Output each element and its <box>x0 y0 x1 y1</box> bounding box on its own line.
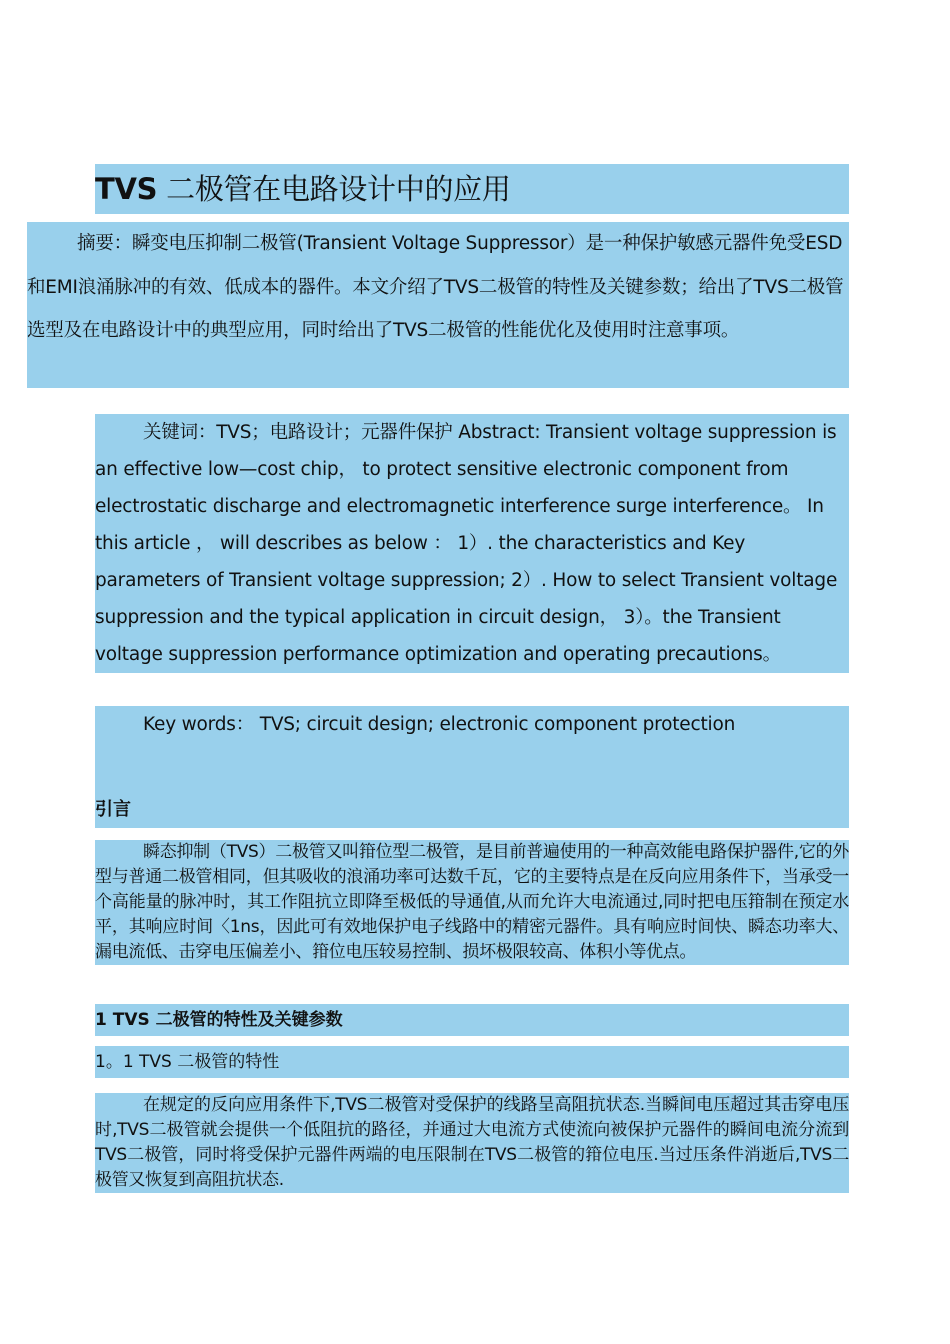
heading-section-1: 1 TVS 二极管的特性及关键参数 <box>95 1004 849 1036</box>
keywords-english: Key words： TVS; circuit design; electronic component protection <box>95 706 849 744</box>
heading-section-1-1: 1。1 TVS 二极管的特性 <box>95 1046 849 1078</box>
heading-introduction: 引言 <box>95 792 849 828</box>
title-latin: TVS <box>95 172 158 206</box>
highlight-spacer <box>95 744 849 792</box>
title-chinese: 二极管在电路设计中的应用 <box>166 172 511 206</box>
abstract-chinese: 摘要：瞬变电压抑制二极管(Transient Voltage Suppressor）是一种保护敏感元器件免受ESD和EMI浪涌脉冲的有效、低成本的器件。本文介绍了TVS二极管的特性及关键参数；给出了TVS二极管选型及在电路设计中的典型应用，同时给出了TVS二极管的性能优化及使用时注意事项。 <box>27 222 849 388</box>
abstract-english: 关键词：TVS；电路设计；元器件保护 Abstract: Transient voltage suppression is an effective low—cost chip， to protect sensitive electronic component from electrostatic discharge and electromagnetic interference surge interference。 In this article ， will describes as below ： 1）. the characteristics and Key parameters of Transient voltage suppression; 2）. How to select Transient voltage suppression and the typical application in circuit design， 3）。the Transient voltage suppression performance optimization and operating precautions。 <box>95 414 849 673</box>
document-title <box>95 164 849 214</box>
introduction-paragraph: 瞬态抑制（TVS）二极管又叫箝位型二极管，是目前普遍使用的一种高效能电路保护器件,它的外型与普通二极管相同，但其吸收的浪涌功率可达数千瓦，它的主要特点是在反向应用条件下，当承受一个高能量的脉冲时，其工作阻抗立即降至极低的导通值,从而允许大电流通过,同时把电压箝制在预定水平，其响应时间〈1ns，因此可有效地保护电子线路中的精密元器件。具有响应时间快、瞬态功率大、漏电流低、击穿电压偏差小、箝位电压较易控制、损坏极限较高、体积小等优点。 <box>95 840 849 965</box>
section-1-1-paragraph: 在规定的反向应用条件下,TVS二极管对受保护的线路呈高阻抗状态.当瞬间电压超过其击穿电压时,TVS二极管就会提供一个低阻抗的路径，并通过大电流方式使流向被保护元器件的瞬间电流分流到TVS二极管，同时将受保护元器件两端的电压限制在TVS二极管的箝位电压.当过压条件消逝后,TVS二极管又恢复到高阻抗状态. <box>95 1093 849 1193</box>
